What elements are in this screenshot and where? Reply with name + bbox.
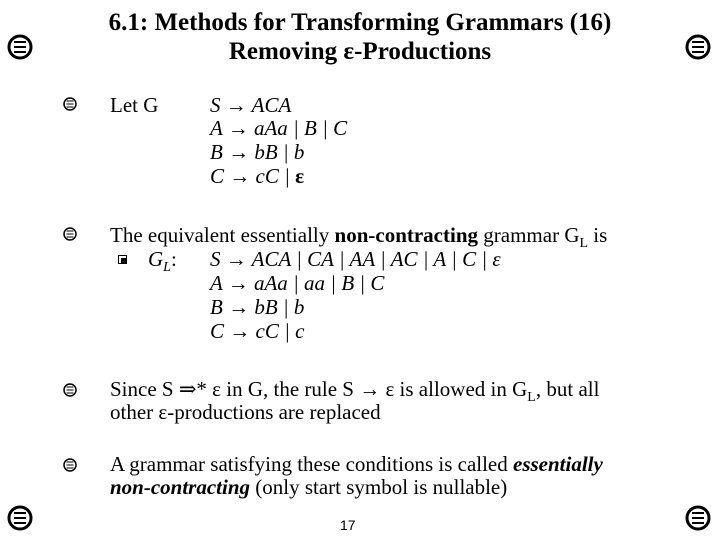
grammar-rule [210,165,304,188]
emphasis-text: non-contracting [334,223,479,247]
bullet-icon [63,227,77,241]
bullet1-lead: Let G [110,93,159,117]
subscript: L [163,260,171,276]
subscript: L [579,236,589,252]
text: : [170,247,177,271]
bullet-icon [63,97,77,111]
subscript: L [527,390,536,406]
corner-ornament-icon [6,504,34,532]
text: grammar G [478,223,580,247]
grammar-rule: S → ACA | CA | AA | AC | A | C | ε [210,247,501,271]
sub-bullet-icon [118,255,127,264]
grammar-rule: A → aAa | aa | B | C [210,271,385,295]
grammar-rule: B → bB | b [210,295,305,319]
title-line-2 [60,37,660,66]
title-text: -Productions [354,38,492,65]
grammar-rule: A → aAa | B | C [210,116,348,140]
title-line-1: 6.1: Methods for Transforming Grammars (16) [108,9,612,36]
text: Since S ⇒* ε in G, the rule S → ε is allowed in G [110,377,528,401]
epsilon-symbol: ε [343,38,355,65]
grammar-rule: C → cC | c [210,319,305,343]
text: The equivalent essentially [110,223,335,247]
grammar-label [148,248,177,279]
text: G [148,247,164,271]
grammar-rule: B → bB | b [210,140,305,164]
grammar-rule: S → ACA [210,93,292,117]
bullet-icon [63,458,77,472]
bullet4-line2 [110,476,507,499]
page-number: 17 [340,517,356,533]
corner-ornament-icon [6,33,34,61]
bullet-icon [63,383,77,397]
corner-ornament-icon [684,33,712,61]
bullet4-line1 [110,453,603,476]
title-text: Removing [228,38,344,65]
text: (only start symbol is nullable) [250,475,508,499]
epsilon-symbol: ε [295,164,305,188]
slide-title [60,8,660,66]
emphasis-text: non-contracting [110,475,251,499]
rule-text: C → cC | [210,164,296,188]
corner-ornament-icon [684,504,712,532]
text: A grammar satisfying these conditions is called [110,452,513,476]
emphasis-text: essentially [513,452,603,476]
bullet3-line2: other ε-productions are replaced [110,400,381,424]
text: is [588,223,608,247]
text: , but all [535,377,600,401]
